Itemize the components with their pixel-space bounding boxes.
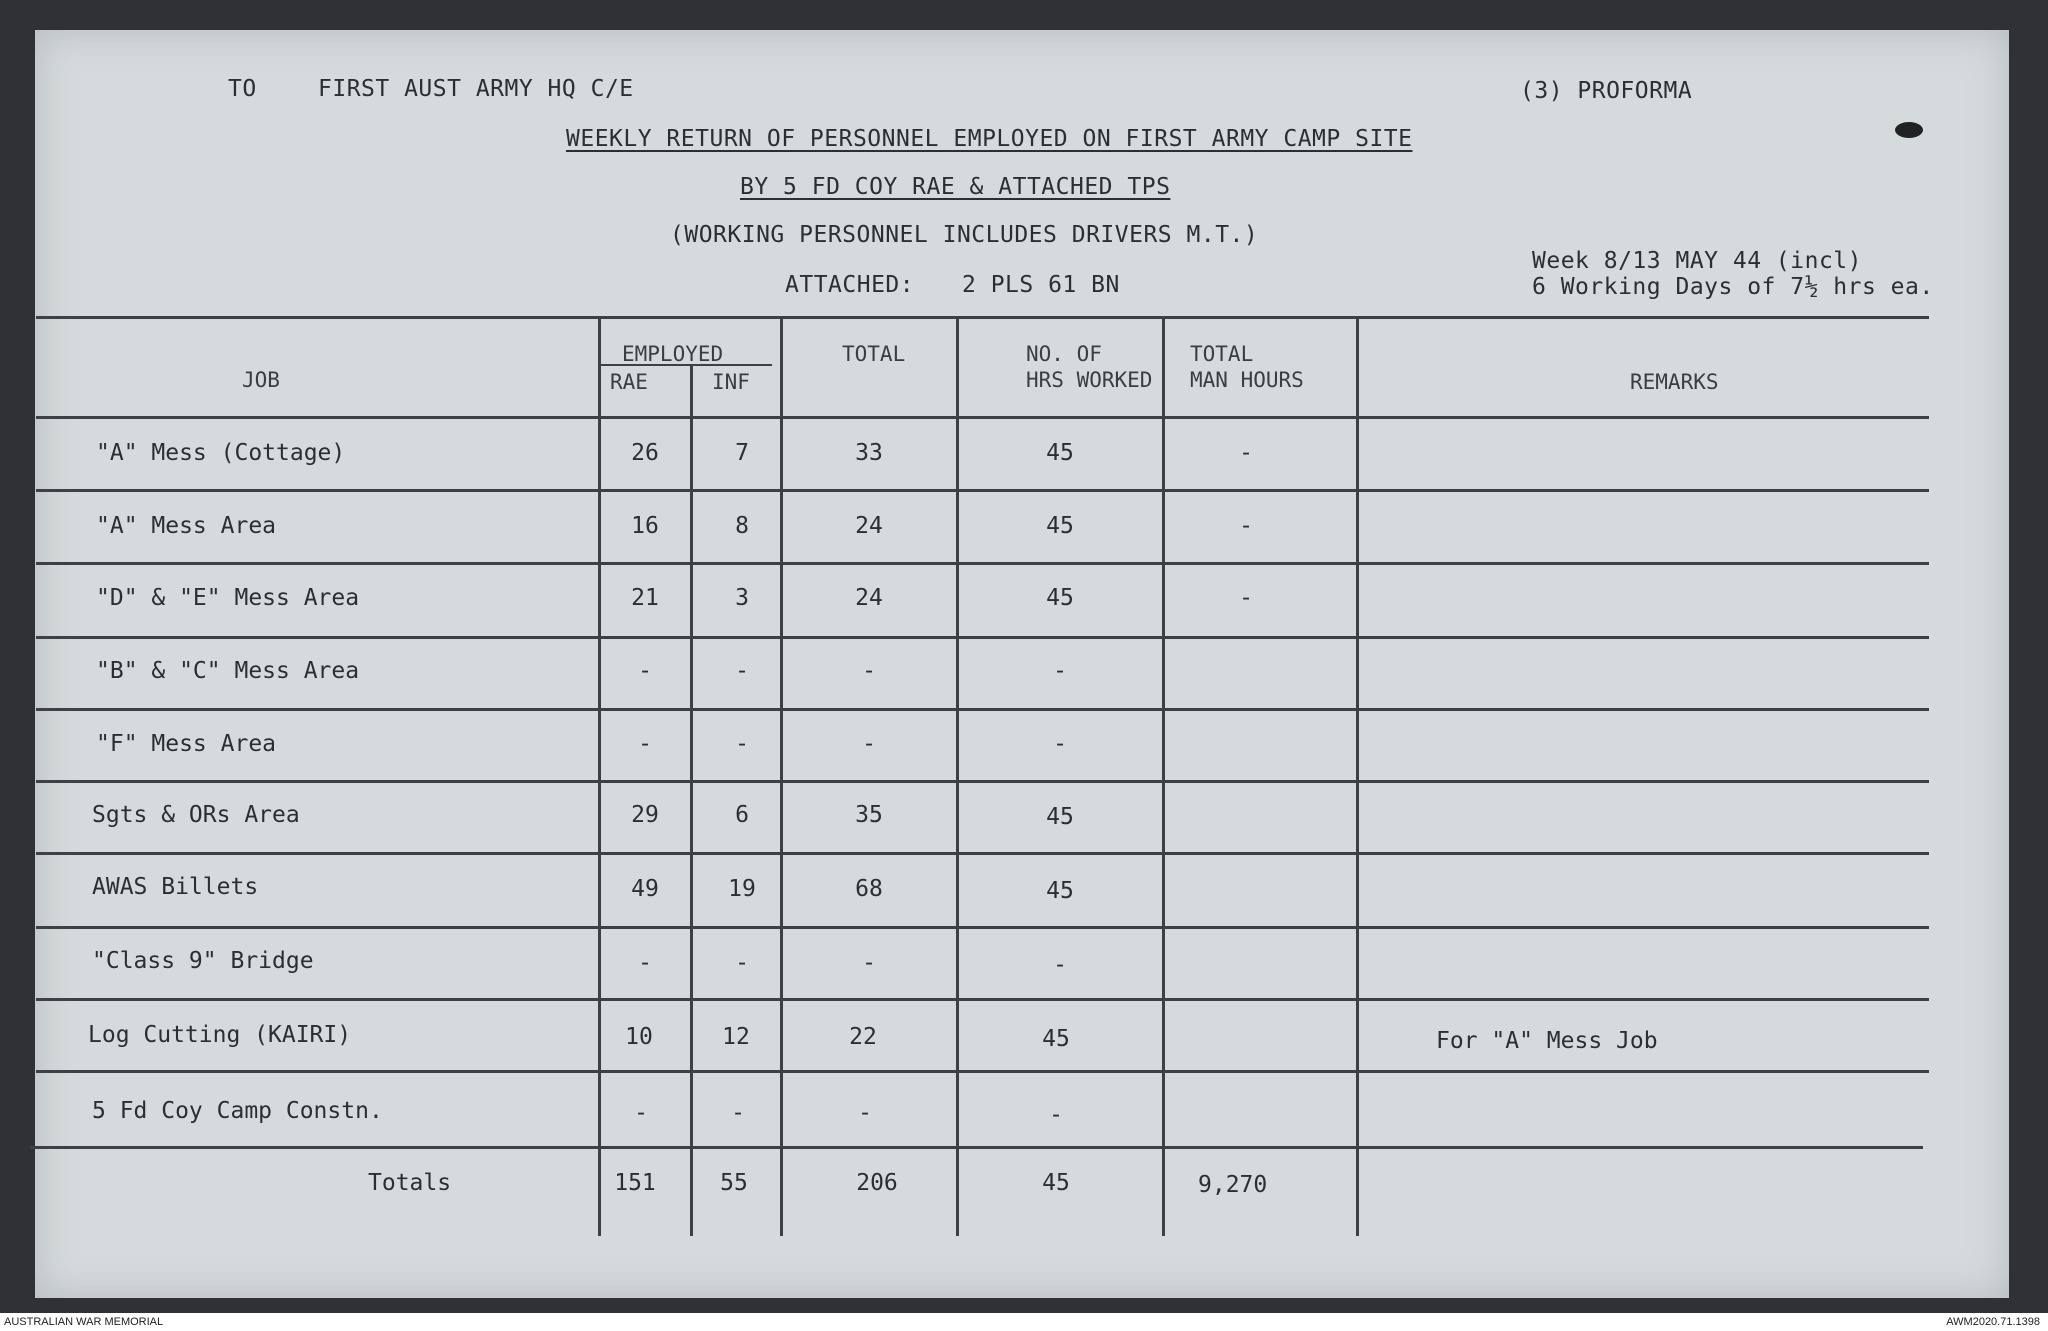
row-total: - [858, 1100, 872, 1126]
row-man: - [1239, 585, 1253, 611]
row-total: 24 [855, 585, 883, 611]
row-job: Sgts & ORs Area [92, 802, 300, 828]
row-job: 5 Fd Coy Camp Constn. [92, 1098, 383, 1124]
row-hrs: - [1053, 952, 1067, 978]
col-header-total: TOTAL [842, 342, 906, 366]
row-rae: - [638, 950, 652, 976]
col-header-remarks: REMARKS [1630, 370, 1719, 394]
totals-label: Totals [368, 1170, 452, 1196]
row-hrs: 45 [1042, 1026, 1070, 1052]
row-inf: 6 [735, 802, 749, 828]
col-header-hrs-line1: NO. OF [1026, 342, 1102, 366]
working-days: 6 Working Days of 7½ hrs ea. [1532, 274, 1934, 300]
row-rule [36, 489, 1929, 492]
totals-total: 206 [856, 1170, 898, 1196]
col-header-rae: RAE [610, 370, 648, 394]
row-inf: 19 [728, 876, 756, 902]
col-header-employed: EMPLOYED [622, 342, 724, 366]
row-inf: - [735, 658, 749, 684]
row-man: - [1239, 513, 1253, 539]
row-rule [36, 998, 1929, 1001]
row-rae: 21 [631, 585, 659, 611]
row-hrs: - [1049, 1102, 1063, 1128]
row-rae: 16 [631, 513, 659, 539]
row-man: - [1239, 440, 1253, 466]
row-inf: - [735, 950, 749, 976]
row-hrs: 45 [1046, 878, 1074, 904]
to-label: TO [228, 76, 257, 102]
row-job: "A" Mess (Cottage) [96, 440, 346, 466]
row-rae: 29 [631, 802, 659, 828]
totals-rae: 151 [614, 1170, 656, 1196]
row-total: - [862, 950, 876, 976]
col-header-man-line2: MAN HOURS [1190, 368, 1304, 392]
row-rule [36, 780, 1929, 783]
row-inf: 12 [722, 1024, 750, 1050]
row-inf: 3 [735, 585, 749, 611]
row-rae: 49 [631, 876, 659, 902]
attached-label: ATTACHED: [785, 272, 915, 298]
row-total: 33 [855, 440, 883, 466]
row-rae: 10 [625, 1024, 653, 1050]
row-job: "D" & "E" Mess Area [96, 585, 360, 611]
row-job: AWAS Billets [92, 874, 259, 900]
row-total: 22 [849, 1024, 877, 1050]
row-total: - [862, 731, 876, 757]
proforma-label: (3) PROFORMA [1520, 78, 1693, 104]
row-total: - [862, 658, 876, 684]
archive-footer [0, 1313, 2048, 1331]
row-hrs: 45 [1046, 440, 1074, 466]
row-total: 68 [855, 876, 883, 902]
row-hrs: - [1053, 658, 1067, 684]
row-job: "A" Mess Area [96, 513, 277, 539]
row-rae: 26 [631, 440, 659, 466]
row-total: 24 [855, 513, 883, 539]
totals-top-rule [30, 1146, 1923, 1149]
header-bottom-rule [36, 416, 1929, 419]
row-hrs: 45 [1046, 513, 1074, 539]
title-line-2: BY 5 FD COY RAE & ATTACHED TPS [740, 174, 1171, 200]
footer-accession-number: AWM2020.71.1398 [1946, 1316, 2040, 1328]
row-inf: - [735, 731, 749, 757]
row-rule [36, 636, 1929, 639]
row-job: "Class 9" Bridge [92, 948, 314, 974]
row-inf: - [731, 1100, 745, 1126]
row-hrs: 45 [1046, 804, 1074, 830]
totals-inf: 55 [720, 1170, 748, 1196]
col-header-hrs-line2: HRS WORKED [1026, 368, 1153, 392]
row-job: "B" & "C" Mess Area [96, 658, 360, 684]
totals-man-hours: 9,270 [1198, 1172, 1268, 1198]
col-header-man-line1: TOTAL [1190, 342, 1254, 366]
row-hrs: - [1053, 731, 1067, 757]
table-top-rule [36, 316, 1929, 319]
col-rule-remarks [1356, 318, 1359, 1236]
to-value: FIRST AUST ARMY HQ C/E [318, 76, 634, 102]
ink-blot [1895, 122, 1923, 138]
row-rae: - [634, 1100, 648, 1126]
attached-value: 2 PLS 61 BN [962, 272, 1120, 298]
row-rae: - [638, 731, 652, 757]
row-hrs: 45 [1046, 585, 1074, 611]
row-rule [36, 852, 1929, 855]
row-job: Log Cutting (KAIRI) [88, 1022, 352, 1048]
row-rule [36, 926, 1929, 929]
row-job: "F" Mess Area [96, 731, 277, 757]
row-total: 35 [855, 802, 883, 828]
row-remarks: For "A" Mess Job [1436, 1028, 1658, 1054]
row-inf: 7 [735, 440, 749, 466]
row-inf: 8 [735, 513, 749, 539]
totals-hrs: 45 [1042, 1170, 1070, 1196]
title-line-1: WEEKLY RETURN OF PERSONNEL EMPLOYED ON FIRST ARMY CAMP SITE [566, 126, 1413, 152]
row-rule [36, 708, 1929, 711]
row-rule [36, 1070, 1929, 1073]
week-period: Week 8/13 MAY 44 (incl) [1532, 248, 1862, 274]
title-line-3: (WORKING PERSONNEL INCLUDES DRIVERS M.T.) [670, 222, 1259, 248]
col-header-inf: INF [712, 370, 750, 394]
row-rule [36, 562, 1929, 565]
footer-institution: AUSTRALIAN WAR MEMORIAL [4, 1316, 164, 1328]
row-rae: - [638, 658, 652, 684]
col-header-job: JOB [242, 368, 280, 392]
